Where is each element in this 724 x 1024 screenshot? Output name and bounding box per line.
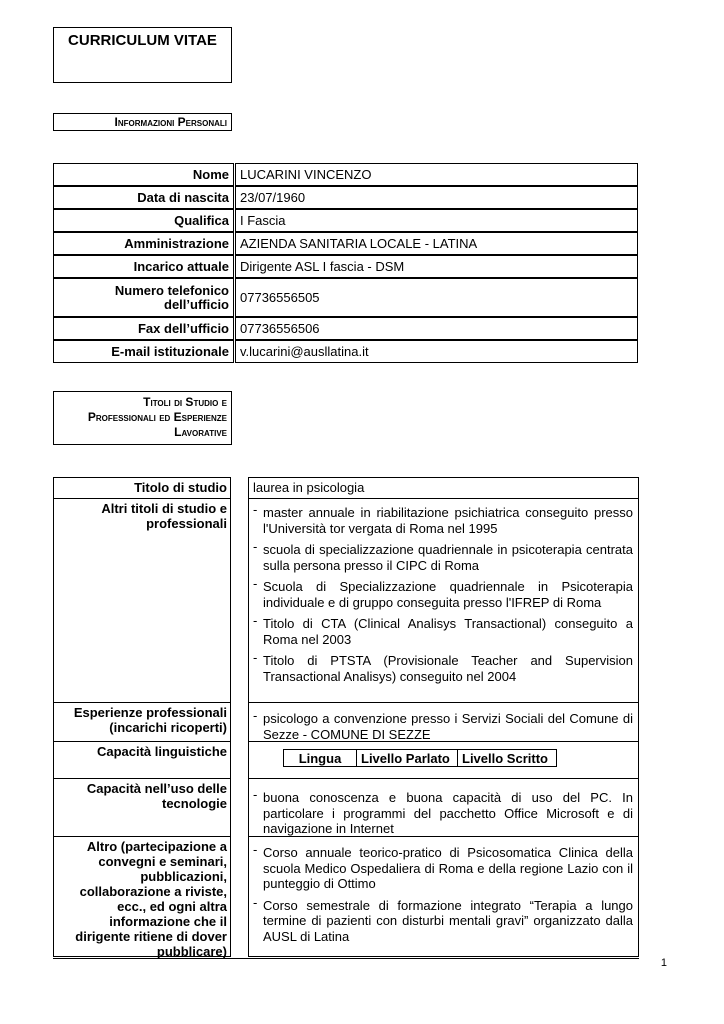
field-label: Numero telefonico dell’ufficio: [53, 278, 234, 317]
field-value: laurea in psicologia: [248, 477, 639, 499]
field-label: Incarico attuale: [53, 255, 234, 278]
field-value-list: [248, 836, 639, 957]
section-header-personal-text: Informazioni Personali: [114, 115, 227, 129]
field-value: AZIENDA SANITARIA LOCALE - LATINA: [235, 232, 638, 255]
list-item-text: Titolo di CTA (Clinical Analisys Transactional) conseguito a Roma nel 2003: [263, 616, 633, 647]
list-item: - scuola di specializzazione quadriennale in psicoterapia centrata sulla persona presso il CIPC di Roma: [253, 539, 633, 573]
page-number: 1: [660, 957, 667, 969]
table-row: [53, 278, 638, 317]
field-value-list: [248, 778, 639, 837]
field-label: Titolo di studio: [53, 477, 231, 499]
field-label: Qualifica: [53, 209, 234, 232]
list-item-text: Corso annuale teorico-pratico di Psicosomatica Clinica della scuola Medico Ospedaliera di Roma e della regione Lazio con il punteggio di Ottimo: [263, 845, 633, 891]
field-value-list: [248, 702, 639, 742]
list-item-text: Scuola di Specializzazione quadriennale in Psicoterapia individuale e di gruppo conseguita presso l'IFREP di Roma: [263, 579, 633, 610]
field-label: E-mail istituzionale: [53, 340, 234, 363]
column-header: Livello Parlato: [357, 750, 458, 767]
list-item-text: master annuale in riabilitazione psichiatrica conseguito presso l'Università tor vergata di Roma nel 1995: [263, 505, 633, 536]
list-item: - psicologo a convenzione presso i Servizi Sociali del Comune di Sezze - COMUNE DI SEZZE: [253, 708, 633, 742]
table-row: [53, 186, 638, 209]
field-value[interactable]: v.lucarini@ausllatina.it: [235, 340, 638, 363]
table-row: [53, 163, 638, 186]
field-value: I Fascia: [235, 209, 638, 232]
field-label: Fax dell’ufficio: [53, 317, 234, 340]
table-row: [53, 340, 638, 363]
field-label: Data di nascita: [53, 186, 234, 209]
list-item: - master annuale in riabilitazione psichiatrica conseguito presso l'Università tor vergata di Roma nel 1995: [253, 502, 633, 536]
list-item-text: Titolo di PTSTA (Provisionale Teacher and Supervision Transactional Analisys) conseguito nel 2004: [263, 653, 633, 684]
table-row: [53, 317, 638, 340]
table-row: [53, 255, 638, 278]
field-value: LUCARINI VINCENZO: [235, 163, 638, 186]
field-label: Esperienze professionali (incarichi ricoperti): [53, 702, 231, 742]
list-item: - buona conoscenza e buona capacità di uso del PC. In particolare i programmi del pacchetto Office Microsoft e di navigazione in Internet: [253, 787, 633, 836]
column-header: Lingua: [284, 750, 357, 767]
column-header: Livello Scritto: [458, 750, 557, 767]
list-item: - Titolo di CTA (Clinical Analisys Transactional) conseguito a Roma nel 2003: [253, 613, 633, 647]
table-row: [53, 232, 638, 255]
language-table: [283, 749, 557, 767]
list-item: - Titolo di PTSTA (Provisionale Teacher and Supervision Transactional Analisys) conseguito nel 2004: [253, 650, 633, 684]
field-value-list: [248, 498, 639, 703]
list-item-text: psicologo a convenzione presso i Servizi Sociali del Comune di Sezze - COMUNE DI SEZZE: [263, 711, 633, 742]
field-value: Dirigente ASL I fascia - DSM: [235, 255, 638, 278]
field-label: Altri titoli di studio e professionali: [53, 498, 231, 703]
field-label: Nome: [53, 163, 234, 186]
list-item-text: buona conoscenza e buona capacità di uso del PC. In particolare i programmi del pacchetto Office Microsoft e di navigazione in Internet: [263, 790, 633, 836]
studies-table: [53, 477, 639, 957]
field-label: Amministrazione: [53, 232, 234, 255]
document-title: CURRICULUM VITAE: [53, 27, 232, 83]
field-value: 07736556506: [235, 317, 638, 340]
list-item: - Scuola di Specializzazione quadriennale in Psicoterapia individuale e di gruppo conseguita presso l'IFREP di Roma: [253, 576, 633, 610]
field-value: 23/07/1960: [235, 186, 638, 209]
list-item: - Corso semestrale di formazione integrato “Terapia a lungo termine di pazienti con disturbi mentali gravi” organizzato dalla AUSL di Latina: [253, 894, 633, 944]
list-item: - Corso annuale teorico-pratico di Psicosomatica Clinica della scuola Medico Ospedaliera di Roma e della regione Lazio con il punteggio di Ottimo: [253, 842, 633, 891]
section-header-studies: [53, 391, 232, 445]
field-value: 07736556505: [235, 278, 638, 317]
list-item-text: scuola di specializzazione quadriennale in psicoterapia centrata sulla persona presso il CIPC di Roma: [263, 542, 633, 573]
table-row: [284, 750, 557, 767]
field-label: Altro (partecipazione a convegni e seminari, pubblicazioni, collaborazione a riviste, ecc., ed ogni altra informazione che il dirigente ritiene di dover pubblicare): [53, 836, 231, 957]
table-row: [53, 209, 638, 232]
personal-info-table: [53, 163, 638, 363]
field-label: Capacità linguistiche: [53, 741, 231, 779]
section-header-personal: [53, 113, 232, 131]
list-item-text: Corso semestrale di formazione integrato “Terapia a lungo termine di pazienti con disturbi mentali gravi” organizzato dalla AUSL di Latina: [263, 897, 633, 944]
footer-divider: [53, 958, 639, 959]
section-header-studies-text: Titoli di Studio e Professionali ed Esperienze Lavorative: [87, 395, 227, 439]
field-label: Capacità nell’uso delle tecnologie: [53, 778, 231, 837]
